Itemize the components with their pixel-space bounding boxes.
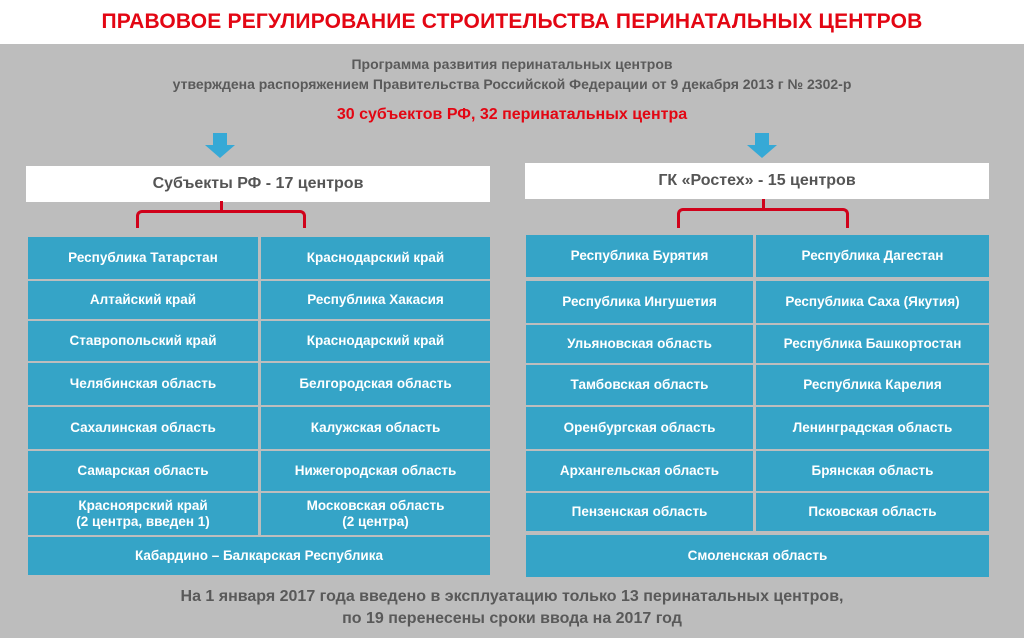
program-highlight: 30 субъектов РФ, 32 перинатальных центра [336, 106, 688, 123]
left-cell: Самарская область [28, 451, 258, 491]
right-cell: Ленинградская область [756, 407, 989, 449]
left-cell: Челябинская область [28, 363, 258, 405]
right-cell: Архангельская область [526, 451, 753, 491]
right-cell: Оренбургская область [526, 407, 753, 449]
left-cell: Ставропольский край [28, 321, 258, 361]
right-wide-cell: Смоленская область [526, 535, 989, 577]
right-cell: Ульяновская область [526, 325, 753, 363]
right-group-label: ГК «Ростех» - 15 центров [525, 163, 989, 199]
left-cell: Республика Хакасия [261, 281, 490, 319]
right-cell: Брянская область [756, 451, 989, 491]
left-cell: Краснодарский край [261, 237, 490, 279]
left-arrow-icon [205, 133, 235, 159]
right-cell: Республика Башкортостан [756, 325, 989, 363]
left-cell: Сахалинская область [28, 407, 258, 449]
left-group-label: Субъекты РФ - 17 центров [26, 166, 490, 202]
left-bracket [136, 210, 306, 228]
right-cell: Республика Саха (Якутия) [756, 281, 989, 323]
right-cell: Республика Карелия [756, 365, 989, 405]
title-bar [0, 0, 1024, 44]
right-cell: Псковская область [756, 493, 989, 531]
left-cell: Алтайский край [28, 281, 258, 319]
left-cell: Республика Татарстан [28, 237, 258, 279]
footer-line-2: по 19 перенесены сроки ввода на 2017 год [342, 610, 682, 627]
footer-line-1: На 1 января 2017 года введено в эксплуатацию только 13 перинатальных центров, [180, 588, 844, 605]
left-wide-cell: Кабардино – Балкарская Республика [28, 537, 490, 575]
left-cell: Калужская область [261, 407, 490, 449]
left-cell: Нижегородская область [261, 451, 490, 491]
right-bracket [677, 208, 849, 228]
right-cell: Республика Бурятия [526, 235, 753, 277]
program-line-2: утверждена распоряжением Правительства Российской Федерации от 9 декабря 2013 г № 2302-р [172, 76, 852, 92]
right-arrow-icon [747, 133, 777, 159]
right-cell: Пензенская область [526, 493, 753, 531]
left-cell: Красноярский край (2 центра, введен 1) [28, 493, 258, 535]
left-cell: Белгородская область [261, 363, 490, 405]
left-cell: Московская область (2 центра) [261, 493, 490, 535]
right-cell: Республика Дагестан [756, 235, 989, 277]
right-cell: Республика Ингушетия [526, 281, 753, 323]
right-cell: Тамбовская область [526, 365, 753, 405]
left-cell: Краснодарский край [261, 321, 490, 361]
program-line-1: Программа развития перинатальных центров [351, 56, 673, 72]
page-title: ПРАВОВОЕ РЕГУЛИРОВАНИЕ СТРОИТЕЛЬСТВА ПЕРИНАТАЛЬНЫХ ЦЕНТРОВ [101, 10, 923, 33]
